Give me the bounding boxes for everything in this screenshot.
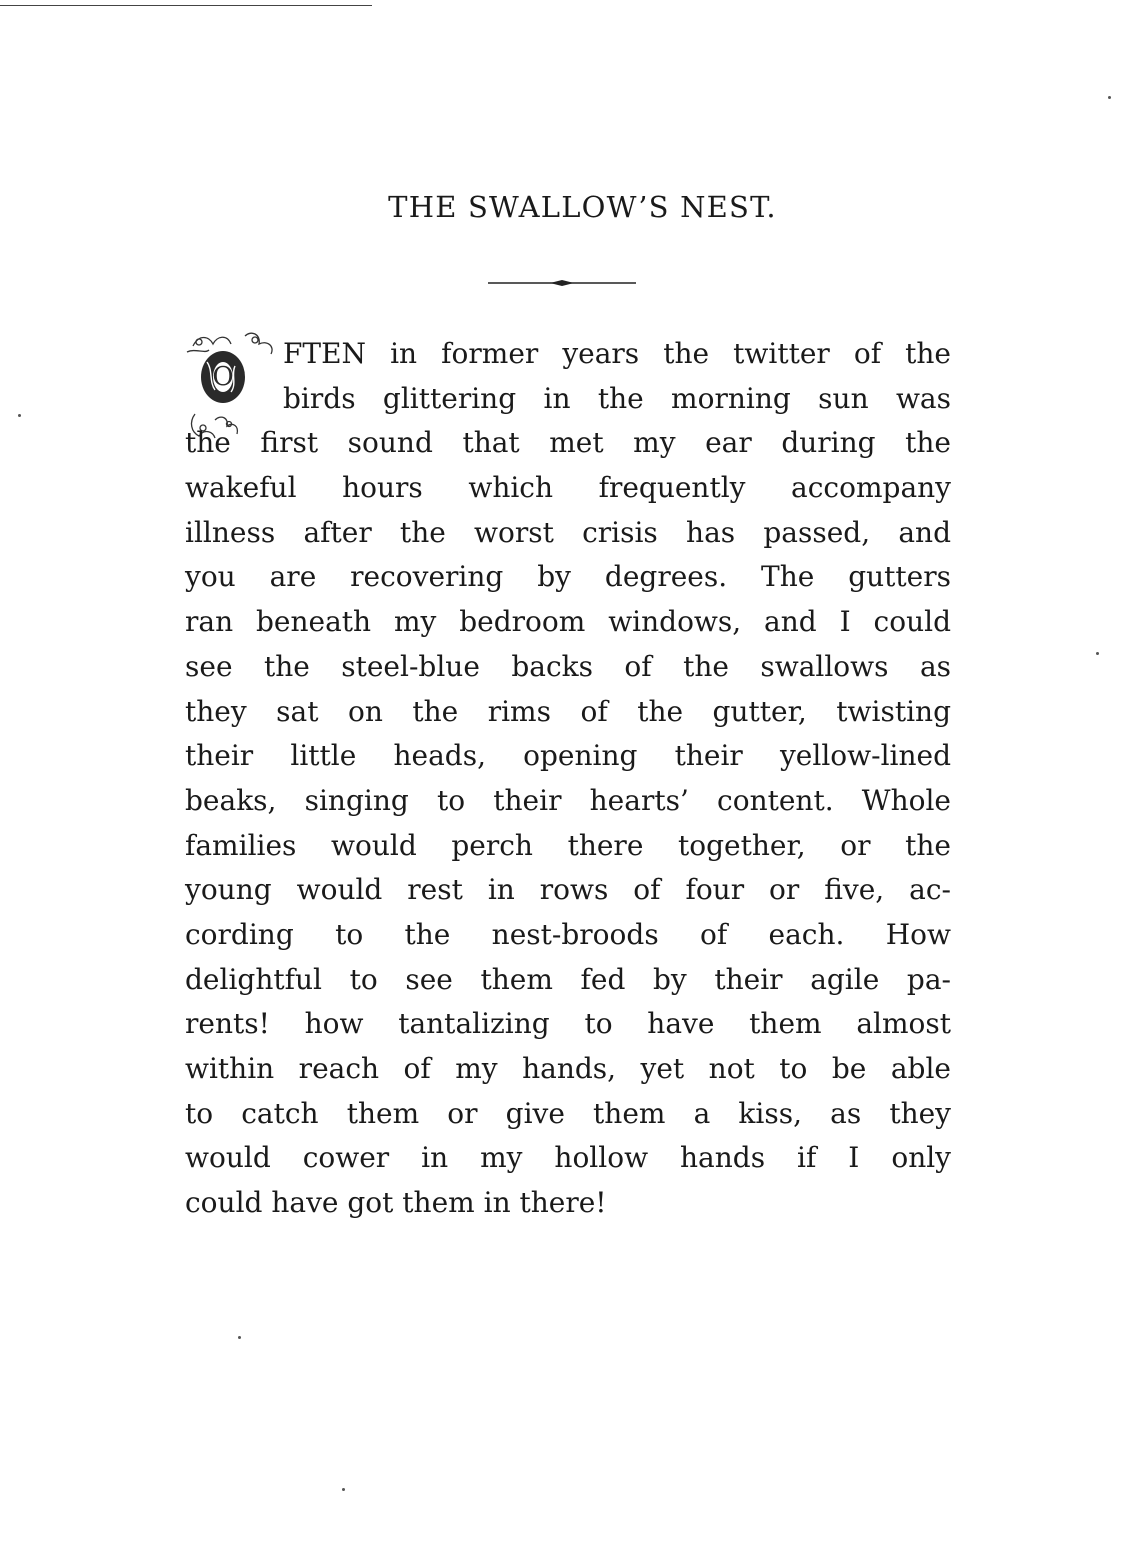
- body-text: [185, 332, 951, 1226]
- text-line-17: within reach of my hands, yet not to be able: [185, 1052, 951, 1085]
- title-divider-ornament: [488, 277, 636, 289]
- text-line-6: you are recovering by degrees. The gutters: [185, 560, 951, 594]
- text-line-1: FTEN in former years the twitter of the: [283, 337, 951, 370]
- text-line-4: wakeful hours which frequently accompany: [185, 471, 951, 505]
- text-line-3: the first sound that met my ear during the: [185, 426, 951, 460]
- text-line-10: their little heads, opening their yellow-lined: [185, 739, 951, 773]
- scan-speck: [18, 414, 21, 417]
- text-line-2: birds glittering in the morning sun was: [283, 381, 951, 415]
- text-line-12: families would perch there together, or the: [185, 828, 951, 862]
- scan-speck: [1096, 652, 1099, 655]
- scan-edge-rule: [0, 5, 372, 6]
- text-line-14: cording to the nest-broods of each. How: [185, 917, 951, 951]
- text-line-16: rents! how tantalizing to have them almost: [185, 1007, 951, 1041]
- text-line-11: beaks, singing to their hearts’ content. Whole: [185, 783, 951, 817]
- text-line-18: to catch them or give them a kiss, as they: [185, 1096, 951, 1130]
- page-title: THE SWALLOW’S NEST.: [388, 190, 777, 224]
- scan-speck: [1108, 96, 1111, 99]
- text-line-8: see the steel-blue backs of the swallows as: [185, 649, 951, 683]
- text-line-5: illness after the worst crisis has passed, and: [185, 515, 951, 549]
- drop-cap-letter: O: [212, 362, 234, 392]
- text-line-19: would cower in my hollow hands if I only: [185, 1141, 951, 1175]
- text-line-15: delightful to see them fed by their agile pa-: [185, 962, 951, 996]
- text-line-13: young would rest in rows of four or five, ac-: [185, 873, 951, 907]
- text-line-9: they sat on the rims of the gutter, twisting: [185, 694, 951, 728]
- text-line-7: ran beneath my bedroom windows, and I could: [185, 605, 951, 639]
- scan-speck: [342, 1488, 345, 1491]
- scan-speck: [238, 1336, 241, 1339]
- text-line-20: could have got them in there!: [185, 1186, 607, 1220]
